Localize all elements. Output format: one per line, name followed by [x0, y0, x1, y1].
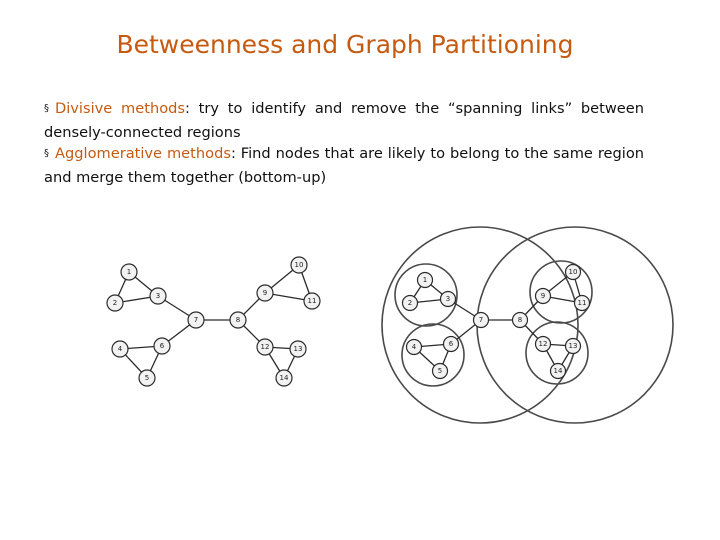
svg-text:10: 10	[294, 261, 304, 269]
svg-text:1: 1	[422, 276, 428, 284]
left-graph-node-2	[107, 295, 123, 311]
term-divisive-methods: Divisive methods	[55, 100, 185, 117]
left-graph-node-6	[154, 338, 170, 354]
region-right-outer	[477, 227, 673, 423]
svg-text:3: 3	[155, 292, 161, 300]
left-graph-node-5	[139, 370, 155, 386]
right-graph-regions	[382, 227, 673, 423]
svg-text:5: 5	[437, 367, 443, 375]
right-graph-node-3	[441, 292, 456, 307]
left-graph-node-4	[112, 341, 128, 357]
svg-text:2: 2	[112, 299, 118, 307]
svg-text:7: 7	[478, 316, 484, 324]
svg-text:6: 6	[159, 342, 165, 350]
left-graph-node-1	[121, 264, 137, 280]
left-graph-node-11	[304, 293, 320, 309]
right-graph-node-5	[433, 364, 448, 379]
svg-text:7: 7	[193, 316, 199, 324]
bullet-marker: §	[44, 103, 49, 114]
left-graph-nodes	[107, 257, 320, 386]
svg-text:8: 8	[235, 316, 241, 324]
left-graph-node-14	[276, 370, 292, 386]
svg-text:2: 2	[407, 299, 413, 307]
left-graph-node-10	[291, 257, 307, 273]
svg-text:9: 9	[262, 289, 268, 297]
term-agglomerative-methods: Agglomerative methods	[55, 145, 231, 162]
right-graph-node-9	[536, 289, 551, 304]
svg-text:12: 12	[538, 340, 548, 348]
bullet-text-divisive: : try to identify and remove the “spanning links” between densely-connected regions	[44, 100, 645, 141]
left-graph-node-13	[290, 341, 306, 357]
slide-title: Betweenness and Graph Partitioning	[116, 30, 574, 59]
right-graph-node-14	[551, 364, 566, 379]
svg-text:13: 13	[293, 345, 303, 353]
region-bottom-left	[402, 324, 464, 386]
svg-text:9: 9	[540, 292, 546, 300]
svg-text:12: 12	[260, 343, 270, 351]
svg-text:8: 8	[517, 316, 523, 324]
svg-text:6: 6	[448, 340, 454, 348]
right-graph-node-13	[566, 339, 581, 354]
left-graph-node-9	[257, 285, 273, 301]
svg-text:5: 5	[144, 374, 150, 382]
bullet-text-agglomerative: : Find nodes that are likely to belong to the same region and merge them together (bottom-up)	[44, 145, 645, 186]
svg-text:3: 3	[445, 295, 451, 303]
svg-text:14: 14	[553, 367, 563, 375]
left-graph-edges	[112, 265, 312, 378]
left-graph-node-7	[188, 312, 204, 328]
left-graph-node-3	[150, 288, 166, 304]
right-graph-node-7	[474, 313, 489, 328]
svg-text:14: 14	[279, 374, 289, 382]
right-graph-node-11	[575, 296, 590, 311]
left-graph-node-8	[230, 312, 246, 328]
svg-text:1: 1	[126, 268, 132, 276]
svg-text:11: 11	[307, 297, 317, 305]
svg-text:4: 4	[117, 345, 123, 353]
right-graph-node-1	[418, 273, 433, 288]
svg-text:13: 13	[568, 342, 578, 350]
right-graph-node-10	[566, 265, 581, 280]
right-graph-node-6	[444, 337, 459, 352]
right-graph-node-12	[536, 337, 551, 352]
svg-text:10: 10	[568, 268, 578, 276]
left-graph-node-12	[257, 339, 273, 355]
svg-text:4: 4	[411, 343, 417, 351]
right-graph-node-2	[403, 296, 418, 311]
right-graph-node-8	[513, 313, 528, 328]
right-graph-node-4	[407, 340, 422, 355]
svg-text:11: 11	[577, 299, 587, 307]
bullet-marker: §	[44, 148, 49, 159]
